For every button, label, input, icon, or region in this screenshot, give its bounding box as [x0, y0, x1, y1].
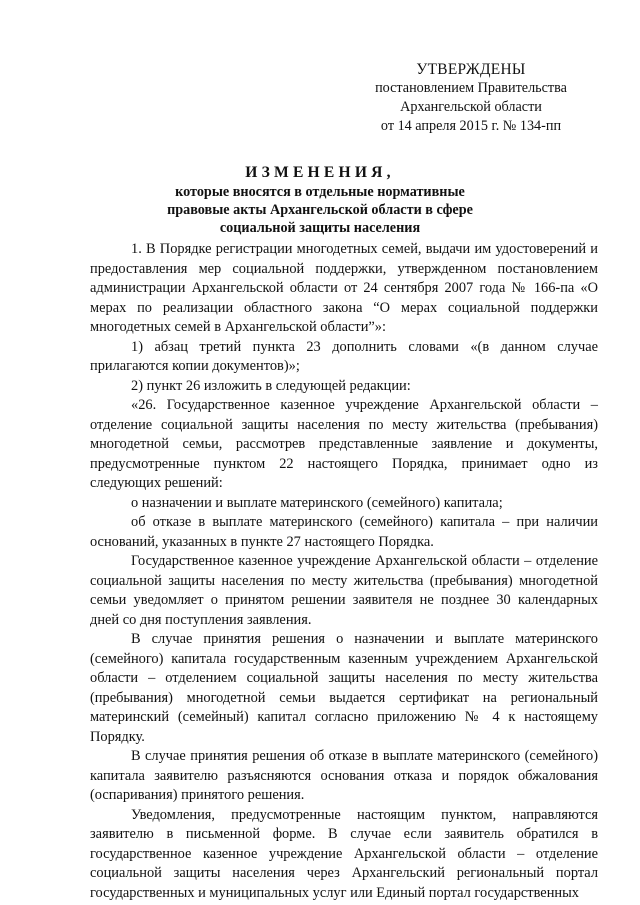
paragraph-10: Уведомления, предусмотренные настоящим пунктом, направляются заявителю в письменной форме. В случае если заявитель обратился в государственное казенное учреждение Архангельской области – отделение социальной защиты населения через Архангельский региональный портал государственных и муниципальных услуг или Единый портал государственных — [90, 806, 598, 901]
approval-block — [366, 60, 576, 136]
paragraph-7: Государственное казенное учреждение Архангельской области – отделение социальной защиты населения по месту жительства (пребывания) многодетной семьи уведомляет о принятом решении заявителя не позднее 30 календарных дней со дня поступления заявления. — [90, 553, 598, 628]
paragraph-2: 1) абзац третий пункта 23 дополнить словами «(в данном случае прилагаются копии документов)»; — [90, 338, 598, 374]
document-title — [110, 162, 530, 237]
title-line-1: которые вносятся в отдельные нормативные — [175, 184, 465, 200]
paragraph-6: об отказе в выплате материнского (семейного) капитала – при наличии оснований, указанных в пункте 27 настоящего Порядка. — [90, 514, 598, 550]
approval-line-2: Архангельской области — [400, 99, 542, 115]
title-line-2: правовые акты Архангельской области в сфере — [167, 202, 473, 218]
paragraph-8: В случае принятия решения о назначении и выплате материнского (семейного) капитала государственным казенным учреждением Архангельской области – отделением социальной защиты населения по месту жительства (пребывания) многодетной семьи выдается сертификат на региональный материнский (семейный) капитал согласно приложению № 4 к настоящему Порядку. — [90, 631, 598, 745]
approval-line-3: от 14 апреля 2015 г. № 134-пп — [380, 118, 562, 134]
paragraph-5: о назначении и выплате материнского (семейного) капитала; — [131, 494, 503, 511]
document-body — [90, 240, 598, 903]
paragraph-1: 1. В Порядке регистрации многодетных семей, выдачи им удостоверений и предоставления мер социальной поддержки, утвержденном постановлением администрации Архангельской области от 24 сентября 2007 года № 166-па «О мерах по реализации областного закона “О мерах социальной поддержки многодетных семей в Архангельской области”»: — [90, 241, 598, 335]
approval-line-1: постановлением Правительства — [375, 80, 567, 96]
title-line-3: социальной защиты населения — [219, 220, 421, 236]
approval-heading: УТВЕРЖДЕНЫ — [416, 61, 526, 78]
paragraph-9: В случае принятия решения об отказе в выплате материнского (семейного) капитала заявителю разъясняются основания отказа и порядок обжалования (оспаривания) принятого решения. — [90, 748, 598, 803]
paragraph-4: «26. Государственное казенное учреждение Архангельской области – отделение социальной защиты населения по месту жительства (пребывания) многодетной семьи, рассмотрев представленные заявление и документы, предусмотренные пунктом 22 настоящего Порядка, принимает одно из следующих решений: — [90, 397, 598, 491]
title-heading: ИЗМЕНЕНИЯ, — [245, 164, 395, 181]
paragraph-3: 2) пункт 26 изложить в следующей редакции: — [131, 377, 411, 394]
